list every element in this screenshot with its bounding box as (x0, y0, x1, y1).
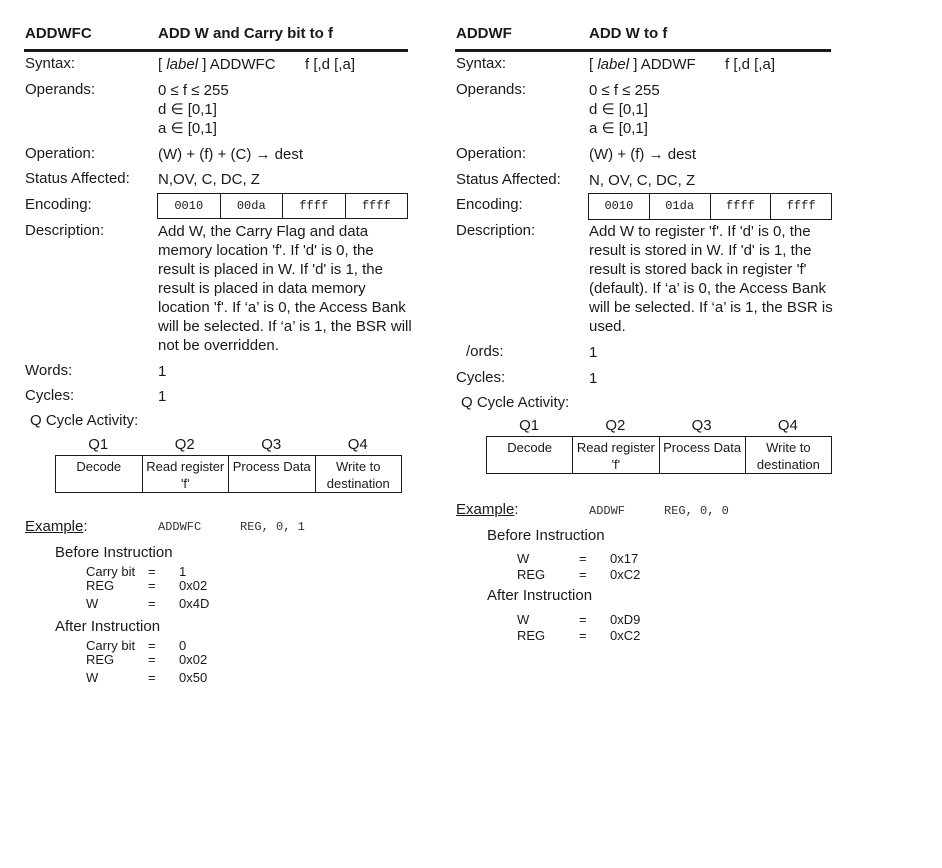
q-header: Q1 (519, 417, 540, 434)
reg-name: Carry bit (86, 564, 136, 579)
encoding-cell: 0010 (604, 199, 634, 213)
encoding-cell: ffff (345, 194, 408, 218)
status-label: Status Affected: (25, 170, 130, 187)
instruction-title: ADD W to f (589, 25, 668, 42)
operand-d: d ∈ [0,1] (589, 101, 648, 118)
encoding-cell: ffff (770, 194, 831, 219)
reg-name: W (517, 612, 530, 627)
q-cycle-label: Q Cycle Activity: (461, 394, 570, 411)
q-cycle-headers (486, 417, 831, 434)
q-header: Q4 (347, 436, 368, 453)
q-cell-decode: Decode (507, 440, 553, 455)
encoding-cell: 00da (220, 194, 283, 218)
example-args: REG, 0, 1 (240, 520, 305, 534)
encoding-table (588, 193, 832, 220)
reg-name: Carry bit (86, 638, 136, 653)
q-header: Q2 (174, 436, 195, 453)
reg-value: 0xD9 (610, 612, 641, 627)
description-text: Add W, the Carry Flag and data memory location 'f'. If 'd' is 0, the result is placed in W. If 'd' is 1, the result is placed in data memory location 'f'. If ‘a’ is 0, the Access Bank will be selected. If ‘a’ is 1, the BSR will not be overridden. (158, 223, 412, 354)
q-cell-process: Process Data (228, 456, 315, 492)
reg-name: REG (86, 652, 115, 667)
reg-value: 0 (179, 638, 187, 653)
q-cell-read: Read register 'f' (142, 456, 229, 492)
syntax-label: Syntax: (456, 55, 507, 72)
mnemonic: ADDWFC (25, 25, 92, 42)
q-header: Q4 (777, 417, 798, 434)
encoding-cell: 01da (649, 194, 710, 219)
q-cycle-label: Q Cycle Activity: (30, 412, 139, 429)
syntax-label: Syntax: (25, 55, 76, 72)
operand-d: d ∈ [0,1] (158, 101, 217, 118)
operand-a: a ∈ [0,1] (589, 120, 648, 137)
example-instruction: ADDWF (589, 504, 626, 518)
encoding-label: Encoding: (456, 196, 523, 213)
after-instruction-label: After Instruction (55, 618, 161, 635)
encoding-cell: 0010 (174, 199, 204, 213)
reg-eq: = (148, 638, 156, 653)
q-cell-read: Read register 'f' (572, 437, 658, 473)
q-header: Q3 (261, 436, 282, 453)
syntax-value: [ label ] ADDWF (589, 56, 696, 73)
reg-eq: = (579, 628, 587, 643)
reg-value: 0x4D (179, 596, 210, 611)
q-cell-write: Write to destination (315, 456, 402, 492)
q-cycle-table (486, 436, 832, 474)
encoding-cell: ffff (710, 194, 771, 219)
reg-value: 0x50 (179, 670, 208, 685)
reg-value: 1 (179, 564, 187, 579)
encoding-table (157, 193, 408, 219)
reg-eq: = (148, 578, 156, 593)
q-cell-write: Write to destination (745, 437, 831, 473)
reg-name: W (86, 596, 99, 611)
syntax-args: f [,d [,a] (305, 56, 356, 73)
mnemonic: ADDWF (456, 25, 512, 42)
description-text: Add W to register 'f'. If 'd' is 0, the result is stored in W. If 'd' is 1, the result is stored back in register 'f' (default). If ‘a’ is 0, the Access Bank will be selected. If ‘a’ is 1, the BSR is used. (589, 223, 833, 335)
reg-eq: = (148, 670, 156, 685)
operation-value: (W) + (f) → dest (589, 146, 697, 163)
reg-eq: = (579, 612, 587, 627)
header-rule (455, 49, 831, 52)
reg-name: REG (517, 567, 546, 582)
reg-value: 0x02 (179, 578, 208, 593)
cycles-value: 1 (158, 388, 167, 405)
q-header: Q2 (605, 417, 626, 434)
reg-eq: = (579, 567, 587, 582)
before-instruction-label: Before Instruction (55, 544, 173, 561)
reg-eq: = (579, 551, 587, 566)
cycles-label: Cycles: (456, 369, 506, 386)
encoding-cell: ffff (282, 194, 345, 218)
reg-name: W (517, 551, 530, 566)
q-header: Q3 (691, 417, 712, 434)
words-label: Words: (25, 362, 73, 379)
description-label: Description: (25, 222, 105, 239)
after-instruction-label: After Instruction (487, 587, 593, 604)
q-header: Q1 (88, 436, 109, 453)
reg-value: 0x17 (610, 551, 639, 566)
reg-name: W (86, 670, 99, 685)
reg-value: 0xC2 (610, 567, 641, 582)
operation-label: Operation: (456, 145, 527, 162)
cycles-value: 1 (589, 370, 598, 387)
header-rule (24, 49, 408, 52)
example-label: Example: (25, 518, 88, 535)
reg-eq: = (148, 564, 156, 579)
status-value: N, OV, C, DC, Z (589, 172, 696, 189)
example-instruction: ADDWFC (158, 520, 202, 534)
operands-label: Operands: (456, 81, 527, 98)
operand-f: 0 ≤ f ≤ 255 (158, 82, 229, 99)
cycles-label: Cycles: (25, 387, 75, 404)
operand-a: a ∈ [0,1] (158, 120, 217, 137)
syntax-args: f [,d [,a] (725, 56, 776, 73)
words-value: 1 (158, 363, 167, 380)
example-args: REG, 0, 0 (664, 504, 729, 518)
reg-eq: = (148, 596, 156, 611)
operands-label: Operands: (25, 81, 96, 98)
example-label: Example: (456, 501, 519, 518)
status-label: Status Affected: (456, 171, 561, 188)
q-cell-process: Process Data (659, 437, 745, 473)
status-value: N,OV, C, DC, Z (158, 171, 260, 188)
before-instruction-label: Before Instruction (487, 527, 605, 544)
reg-eq: = (148, 652, 156, 667)
reg-name: REG (517, 628, 546, 643)
operation-value: (W) + (f) + (C) → dest (158, 146, 304, 163)
words-label: /ords: (466, 343, 504, 360)
syntax-value: [ label ] ADDWFC (158, 56, 276, 73)
encoding-label: Encoding: (25, 196, 92, 213)
operand-f: 0 ≤ f ≤ 255 (589, 82, 660, 99)
words-value: 1 (589, 344, 598, 361)
reg-value: 0x02 (179, 652, 208, 667)
description-label: Description: (456, 222, 536, 239)
reg-value: 0xC2 (610, 628, 641, 643)
instruction-title: ADD W and Carry bit to f (158, 25, 333, 42)
operation-label: Operation: (25, 145, 96, 162)
q-cycle-headers (55, 436, 401, 453)
q-cycle-table (55, 455, 402, 493)
q-cell-decode: Decode (76, 459, 122, 474)
reg-name: REG (86, 578, 115, 593)
